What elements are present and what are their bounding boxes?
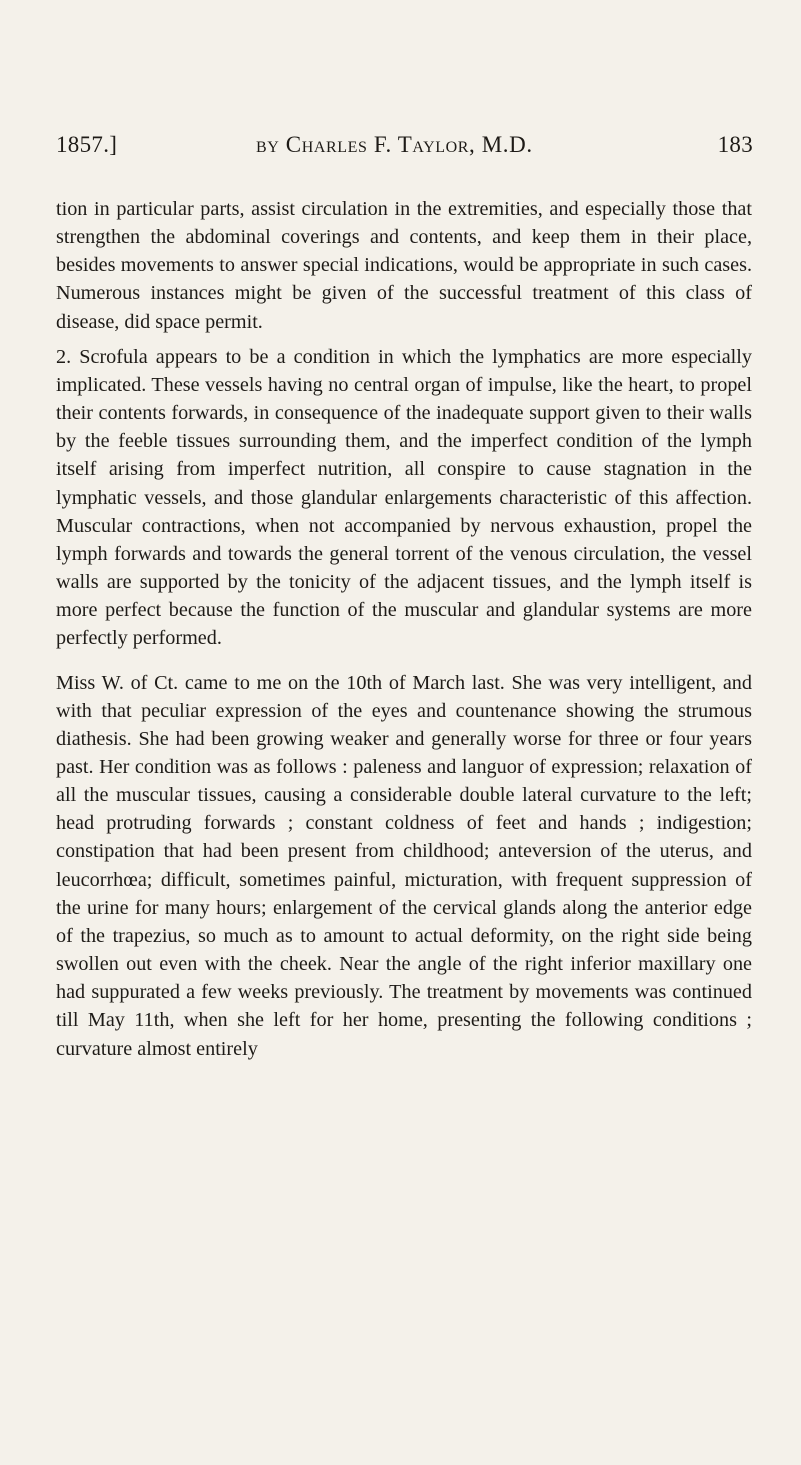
header-year: 1857.] [56,132,118,157]
body-text [56,195,752,1063]
page-number: 183 [717,132,753,157]
paragraph-continuation: tion in particular parts, assist circulation in the extremities, and especially those that strengthen the abdominal coverings and contents, and keep them in their place, besides movements to answer special indications, would be appropriate in such cases. Numerous instances might be given of the successful treatment of this class of disease, did space permit. [56,198,752,333]
running-header [56,128,753,162]
header-author: by Charles F. Taylor, M.D. [256,132,533,157]
paragraph-case-miss-w: Miss W. of Ct. came to me on the 10th of March last. She was very intelligent, and with that peculiar expression of the eyes and countenance showing the strumous diathesis. She had been growing weaker and generally worse for three or four years past. Her condition was as follows : paleness and languor of expression; relaxation of all the muscular tissues, causing a considerable double lateral curvature to the left; head protruding forwards ; constant coldness of feet and hands ; indigestion; constipation that had been present from childhood; anteversion of the uterus, and leucorrhœa; difficult, sometimes painful, micturation, with frequent suppression of the urine for many hours; enlargement of the cervical glands along the anterior edge of the trapezius, so much as to amount to actual deformity, on the right side being swollen out even with the cheek. Near the angle of the right inferior maxillary one had suppurated a few weeks previously. The treatment by movements was continued till May 11th, when she left for her home, presenting the following conditions ; curvature almost entirely [56,671,752,1060]
paragraph-scrofula: 2. Scrofula appears to be a condition in which the lymphatics are more especially implicated. These vessels having no central organ of impulse, like the heart, to propel their contents forwards, in consequence of the inadequate support given to their walls by the feeble tissues surrounding them, and the imperfect condition of the lymph itself arising from imperfect nutrition, all conspire to cause stagnation in the lymphatic vessels, and those glandular enlargements characteristic of this affection. Muscular contractions, when not accompanied by nervous exhaustion, propel the lymph forwards and towards the general torrent of the venous circulation, the vessel walls are supported by the tonicity of the adjacent tissues, and the lymph itself is more perfect because the function of the muscular and glandular systems are more perfectly performed. [56,345,752,650]
